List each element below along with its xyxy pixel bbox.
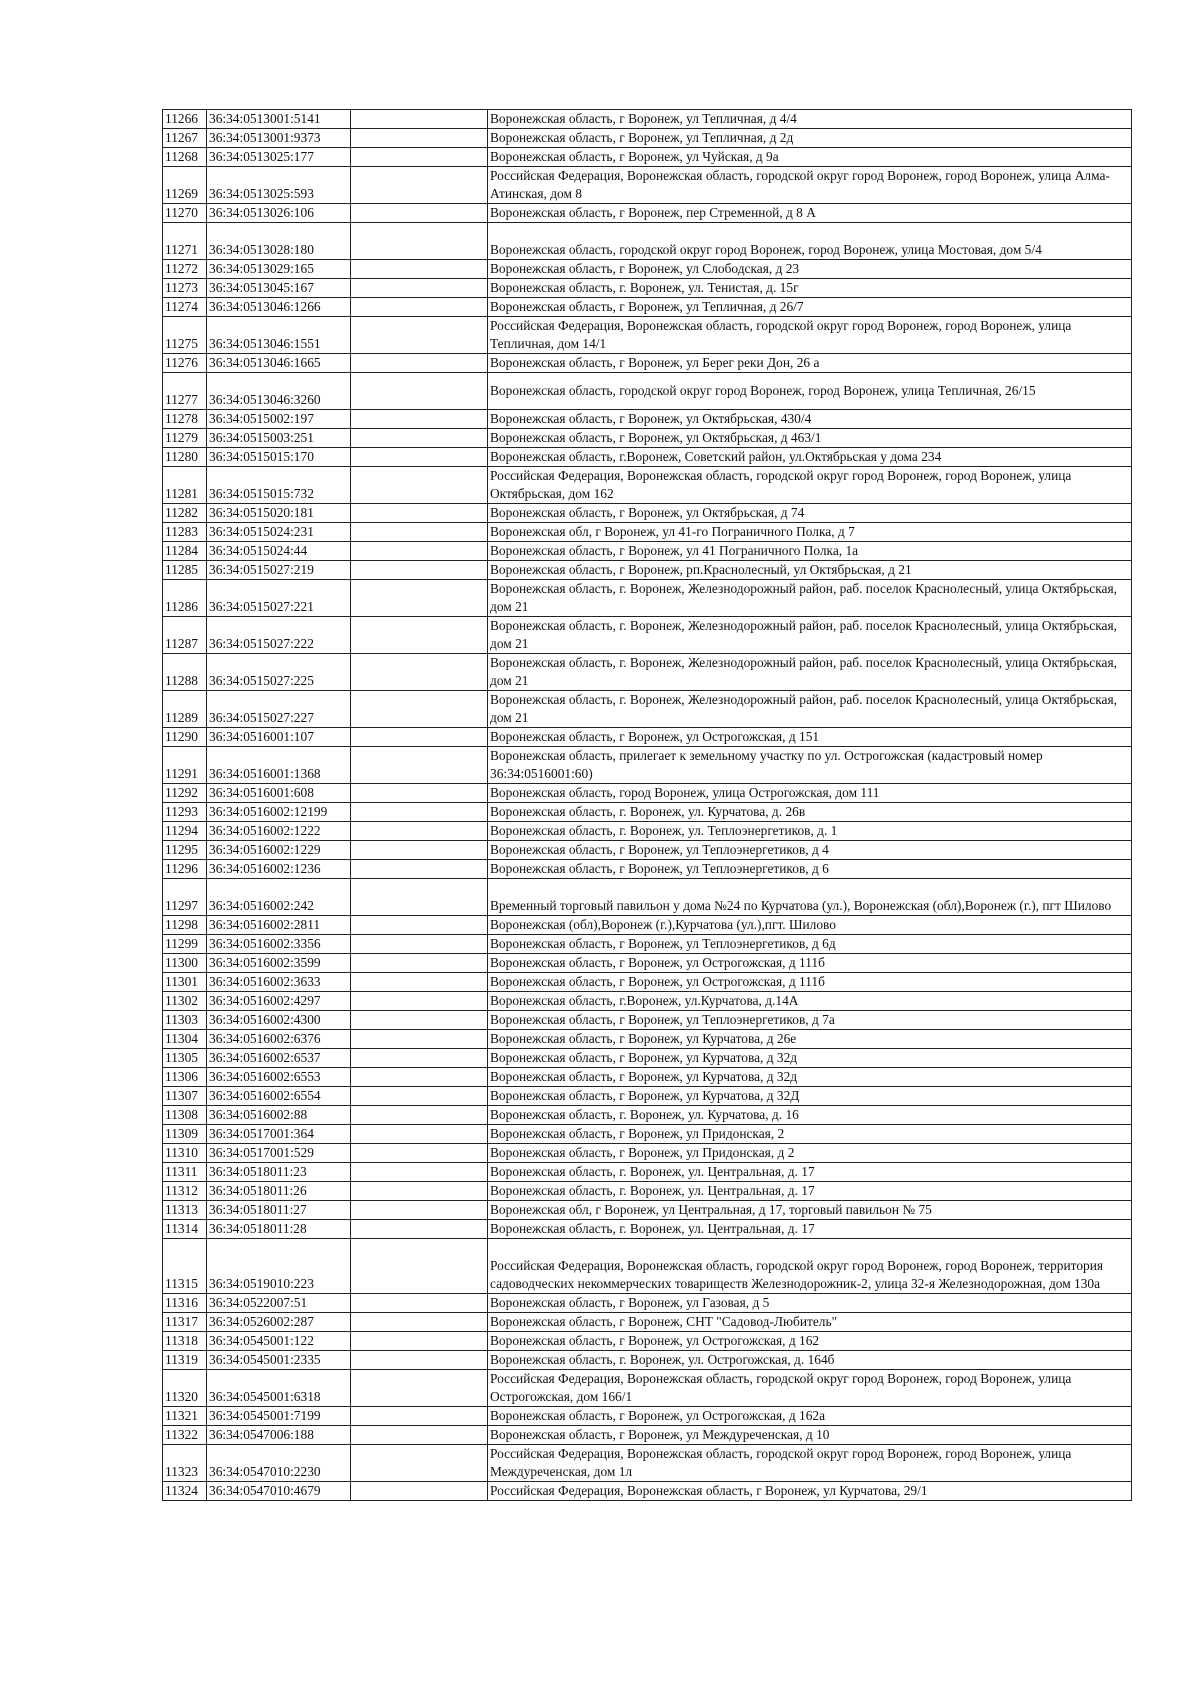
address-cell: Воронежская область, г Воронеж, ул Курчатова, д 26е bbox=[488, 1030, 1132, 1049]
row-number-cell: 11288 bbox=[163, 654, 207, 691]
cadastral-number-cell: 36:34:0513025:593 bbox=[207, 167, 351, 204]
empty-cell bbox=[351, 841, 488, 860]
table-row bbox=[163, 504, 1132, 523]
table-row bbox=[163, 354, 1132, 373]
table-row bbox=[163, 822, 1132, 841]
table-row bbox=[163, 448, 1132, 467]
table-row bbox=[163, 373, 1132, 410]
cadastral-number-cell: 36:34:0513045:167 bbox=[207, 279, 351, 298]
table-row bbox=[163, 1125, 1132, 1144]
cadastral-number-cell: 36:34:0515015:732 bbox=[207, 467, 351, 504]
row-number-cell: 11300 bbox=[163, 954, 207, 973]
cadastral-number-cell: 36:34:0545001:6318 bbox=[207, 1370, 351, 1407]
address-cell: Воронежская область, г Воронеж, рп.Краснолесный, ул Октябрьская, д 21 bbox=[488, 561, 1132, 580]
empty-cell bbox=[351, 1294, 488, 1313]
row-number-cell: 11292 bbox=[163, 784, 207, 803]
row-number-cell: 11273 bbox=[163, 279, 207, 298]
table-row bbox=[163, 204, 1132, 223]
table-row bbox=[163, 542, 1132, 561]
empty-cell bbox=[351, 935, 488, 954]
row-number-cell: 11298 bbox=[163, 916, 207, 935]
empty-cell bbox=[351, 992, 488, 1011]
address-cell: Воронежская область, г. Воронеж, ул. Центральная, д. 17 bbox=[488, 1163, 1132, 1182]
row-number-cell: 11270 bbox=[163, 204, 207, 223]
table-row bbox=[163, 1370, 1132, 1407]
address-cell: Воронежская область, г Воронеж, ул Октябрьская, 430/4 bbox=[488, 410, 1132, 429]
row-number-cell: 11317 bbox=[163, 1313, 207, 1332]
row-number-cell: 11276 bbox=[163, 354, 207, 373]
address-cell: Воронежская область, прилегает к земельному участку по ул. Острогожская (кадастровый номер 36:34:0516001:60) bbox=[488, 747, 1132, 784]
empty-cell bbox=[351, 561, 488, 580]
table-row bbox=[163, 1030, 1132, 1049]
table-row bbox=[163, 429, 1132, 448]
row-number-cell: 11286 bbox=[163, 580, 207, 617]
empty-cell bbox=[351, 1220, 488, 1239]
address-cell: Воронежская область, г. Воронеж, ул. Курчатова, д. 26в bbox=[488, 803, 1132, 822]
table-row bbox=[163, 1239, 1132, 1294]
empty-cell bbox=[351, 1407, 488, 1426]
table-row bbox=[163, 1182, 1132, 1201]
address-cell: Воронежская область, г Воронеж, ул 41 Пограничного Полка, 1а bbox=[488, 542, 1132, 561]
table-row bbox=[163, 617, 1132, 654]
empty-cell bbox=[351, 879, 488, 916]
address-cell: Воронежская область, г. Воронеж, Железнодорожный район, раб. поселок Краснолесный, улица Октябрьская, дом 21 bbox=[488, 580, 1132, 617]
address-cell: Российская Федерация, Воронежская область, городской округ город Воронеж, город Воронеж, улица Тепличная, дом 14/1 bbox=[488, 317, 1132, 354]
table-row bbox=[163, 467, 1132, 504]
empty-cell bbox=[351, 973, 488, 992]
cadastral-number-cell: 36:34:0547006:188 bbox=[207, 1426, 351, 1445]
table-row bbox=[163, 1220, 1132, 1239]
empty-cell bbox=[351, 129, 488, 148]
address-cell: Временный торговый павильон у дома №24 по Курчатова (ул.), Воронежская (обл),Воронеж (г.), пгт Шилово bbox=[488, 879, 1132, 916]
table-row bbox=[163, 561, 1132, 580]
empty-cell bbox=[351, 110, 488, 129]
cadastral-number-cell: 36:34:0515027:225 bbox=[207, 654, 351, 691]
cadastral-number-cell: 36:34:0513025:177 bbox=[207, 148, 351, 167]
empty-cell bbox=[351, 354, 488, 373]
address-cell: Воронежская область, г. Воронеж, ул. Острогожская, д. 164б bbox=[488, 1351, 1132, 1370]
row-number-cell: 11310 bbox=[163, 1144, 207, 1163]
empty-cell bbox=[351, 429, 488, 448]
empty-cell bbox=[351, 373, 488, 410]
empty-cell bbox=[351, 803, 488, 822]
empty-cell bbox=[351, 148, 488, 167]
row-number-cell: 11282 bbox=[163, 504, 207, 523]
row-number-cell: 11268 bbox=[163, 148, 207, 167]
table-row bbox=[163, 129, 1132, 148]
table-row bbox=[163, 1426, 1132, 1445]
row-number-cell: 11309 bbox=[163, 1125, 207, 1144]
cadastral-number-cell: 36:34:0516002:4297 bbox=[207, 992, 351, 1011]
address-cell: Воронежская область, г Воронеж, ул Берег реки Дон, 26 а bbox=[488, 354, 1132, 373]
table-row bbox=[163, 860, 1132, 879]
cadastral-number-cell: 36:34:0526002:287 bbox=[207, 1313, 351, 1332]
table-row bbox=[163, 317, 1132, 354]
row-number-cell: 11297 bbox=[163, 879, 207, 916]
cadastral-number-cell: 36:34:0516002:3599 bbox=[207, 954, 351, 973]
row-number-cell: 11301 bbox=[163, 973, 207, 992]
row-number-cell: 11277 bbox=[163, 373, 207, 410]
cadastral-number-cell: 36:34:0516002:88 bbox=[207, 1106, 351, 1125]
cadastral-number-cell: 36:34:0545001:122 bbox=[207, 1332, 351, 1351]
table-row bbox=[163, 691, 1132, 728]
address-cell: Воронежская область, г. Воронеж, ул. Центральная, д. 17 bbox=[488, 1220, 1132, 1239]
cadastral-number-cell: 36:34:0547010:4679 bbox=[207, 1482, 351, 1501]
cadastral-number-cell: 36:34:0516001:608 bbox=[207, 784, 351, 803]
address-cell: Воронежская область, г Воронеж, ул Теплоэнергетиков, д 6д bbox=[488, 935, 1132, 954]
address-cell: Воронежская область, г.Воронеж, Советский район, ул.Октябрьская у дома 234 bbox=[488, 448, 1132, 467]
cadastral-number-cell: 36:34:0515020:181 bbox=[207, 504, 351, 523]
table-row bbox=[163, 916, 1132, 935]
cadastral-number-cell: 36:34:0518011:28 bbox=[207, 1220, 351, 1239]
address-cell: Воронежская область, г Воронеж, ул Чуйская, д 9а bbox=[488, 148, 1132, 167]
address-cell: Воронежская область, г. Воронеж, ул. Теплоэнергетиков, д. 1 bbox=[488, 822, 1132, 841]
table-row bbox=[163, 803, 1132, 822]
row-number-cell: 11278 bbox=[163, 410, 207, 429]
empty-cell bbox=[351, 617, 488, 654]
row-number-cell: 11308 bbox=[163, 1106, 207, 1125]
cadastral-number-cell: 36:34:0515027:219 bbox=[207, 561, 351, 580]
address-cell: Воронежская область, г.Воронеж, ул.Курчатова, д.14А bbox=[488, 992, 1132, 1011]
cadastral-number-cell: 36:34:0516002:3356 bbox=[207, 935, 351, 954]
address-cell: Российская Федерация, Воронежская область, городской округ город Воронеж, город Воронеж, улица Алма-Атинская, дом 8 bbox=[488, 167, 1132, 204]
empty-cell bbox=[351, 167, 488, 204]
cadastral-number-cell: 36:34:0515015:170 bbox=[207, 448, 351, 467]
cadastral-number-cell: 36:34:0513046:1551 bbox=[207, 317, 351, 354]
cadastral-number-cell: 36:34:0516001:107 bbox=[207, 728, 351, 747]
table-row bbox=[163, 992, 1132, 1011]
row-number-cell: 11320 bbox=[163, 1370, 207, 1407]
address-cell: Воронежская область, город Воронеж, улица Острогожская, дом 111 bbox=[488, 784, 1132, 803]
address-cell: Воронежская обл, г Воронеж, ул Центральная, д 17, торговый павильон № 75 bbox=[488, 1201, 1132, 1220]
row-number-cell: 11293 bbox=[163, 803, 207, 822]
cadastral-number-cell: 36:34:0515024:44 bbox=[207, 542, 351, 561]
empty-cell bbox=[351, 728, 488, 747]
row-number-cell: 11280 bbox=[163, 448, 207, 467]
cadastral-number-cell: 36:34:0513029:165 bbox=[207, 260, 351, 279]
row-number-cell: 11269 bbox=[163, 167, 207, 204]
empty-cell bbox=[351, 1182, 488, 1201]
address-cell: Воронежская область, г Воронеж, ул Острогожская, д 111б bbox=[488, 954, 1132, 973]
address-cell: Воронежская область, г Воронеж, ул Курчатова, д 32Д bbox=[488, 1087, 1132, 1106]
row-number-cell: 11315 bbox=[163, 1239, 207, 1294]
row-number-cell: 11271 bbox=[163, 223, 207, 260]
row-number-cell: 11313 bbox=[163, 1201, 207, 1220]
row-number-cell: 11289 bbox=[163, 691, 207, 728]
address-cell: Воронежская (обл),Воронеж (г.),Курчатова (ул.),пгт. Шилово bbox=[488, 916, 1132, 935]
address-cell: Воронежская область, г. Воронеж, Железнодорожный район, раб. поселок Краснолесный, улица Октябрьская, дом 21 bbox=[488, 617, 1132, 654]
empty-cell bbox=[351, 1144, 488, 1163]
table-row bbox=[163, 1407, 1132, 1426]
empty-cell bbox=[351, 1332, 488, 1351]
table-row bbox=[163, 167, 1132, 204]
address-cell: Воронежская область, г Воронеж, пер Стременной, д 8 А bbox=[488, 204, 1132, 223]
address-cell: Воронежская область, г Воронеж, ул Междуреченская, д 10 bbox=[488, 1426, 1132, 1445]
address-cell: Воронежская область, г. Воронеж, Железнодорожный район, раб. поселок Краснолесный, улица Октябрьская, дом 21 bbox=[488, 654, 1132, 691]
empty-cell bbox=[351, 298, 488, 317]
row-number-cell: 11299 bbox=[163, 935, 207, 954]
row-number-cell: 11304 bbox=[163, 1030, 207, 1049]
empty-cell bbox=[351, 1125, 488, 1144]
row-number-cell: 11272 bbox=[163, 260, 207, 279]
row-number-cell: 11287 bbox=[163, 617, 207, 654]
cadastral-number-cell: 36:34:0516002:1222 bbox=[207, 822, 351, 841]
table-row bbox=[163, 784, 1132, 803]
cadastral-number-cell: 36:34:0516002:242 bbox=[207, 879, 351, 916]
cadastral-number-cell: 36:34:0513046:3260 bbox=[207, 373, 351, 410]
cadastral-number-cell: 36:34:0513028:180 bbox=[207, 223, 351, 260]
empty-cell bbox=[351, 410, 488, 429]
cadastral-number-cell: 36:34:0518011:23 bbox=[207, 1163, 351, 1182]
address-cell: Воронежская область, г Воронеж, ул Курчатова, д 32д bbox=[488, 1049, 1132, 1068]
empty-cell bbox=[351, 260, 488, 279]
table-row bbox=[163, 148, 1132, 167]
table-row bbox=[163, 1068, 1132, 1087]
table-row bbox=[163, 747, 1132, 784]
empty-cell bbox=[351, 1351, 488, 1370]
address-cell: Воронежская область, городской округ город Воронеж, город Воронеж, улица Тепличная, 26/15 bbox=[488, 373, 1132, 410]
empty-cell bbox=[351, 1106, 488, 1125]
cadastral-number-cell: 36:34:0518011:27 bbox=[207, 1201, 351, 1220]
address-cell: Воронежская область, г Воронеж, ул Тепличная, д 2д bbox=[488, 129, 1132, 148]
cadastral-number-cell: 36:34:0516002:1229 bbox=[207, 841, 351, 860]
empty-cell bbox=[351, 317, 488, 354]
table-row bbox=[163, 298, 1132, 317]
table-row bbox=[163, 1106, 1132, 1125]
cadastral-number-cell: 36:34:0517001:529 bbox=[207, 1144, 351, 1163]
empty-cell bbox=[351, 1313, 488, 1332]
cadastral-number-cell: 36:34:0516002:4300 bbox=[207, 1011, 351, 1030]
cadastral-number-cell: 36:34:0513001:5141 bbox=[207, 110, 351, 129]
row-number-cell: 11318 bbox=[163, 1332, 207, 1351]
row-number-cell: 11295 bbox=[163, 841, 207, 860]
table-row bbox=[163, 279, 1132, 298]
address-cell: Воронежская область, г. Воронеж, ул. Тенистая, д. 15г bbox=[488, 279, 1132, 298]
row-number-cell: 11324 bbox=[163, 1482, 207, 1501]
empty-cell bbox=[351, 916, 488, 935]
table-row bbox=[163, 1201, 1132, 1220]
cadastral-number-cell: 36:34:0515027:222 bbox=[207, 617, 351, 654]
address-cell: Воронежская область, г Воронеж, ул Тепличная, д 26/7 bbox=[488, 298, 1132, 317]
table-row bbox=[163, 1482, 1132, 1501]
cadastral-number-cell: 36:34:0545001:2335 bbox=[207, 1351, 351, 1370]
table-row bbox=[163, 1049, 1132, 1068]
cadastral-number-cell: 36:34:0515002:197 bbox=[207, 410, 351, 429]
cadastral-number-cell: 36:34:0547010:2230 bbox=[207, 1445, 351, 1482]
row-number-cell: 11302 bbox=[163, 992, 207, 1011]
address-cell: Воронежская область, г Воронеж, ул Острогожская, д 111б bbox=[488, 973, 1132, 992]
empty-cell bbox=[351, 1049, 488, 1068]
empty-cell bbox=[351, 1030, 488, 1049]
table-row bbox=[163, 1087, 1132, 1106]
row-number-cell: 11285 bbox=[163, 561, 207, 580]
address-cell: Воронежская обл, г Воронеж, ул 41-го Пограничного Полка, д 7 bbox=[488, 523, 1132, 542]
row-number-cell: 11291 bbox=[163, 747, 207, 784]
address-cell: Воронежская область, г Воронеж, ул Придонская, 2 bbox=[488, 1125, 1132, 1144]
empty-cell bbox=[351, 580, 488, 617]
table-row bbox=[163, 410, 1132, 429]
empty-cell bbox=[351, 691, 488, 728]
row-number-cell: 11267 bbox=[163, 129, 207, 148]
cadastral-number-cell: 36:34:0519010:223 bbox=[207, 1239, 351, 1294]
empty-cell bbox=[351, 1482, 488, 1501]
cadastral-number-cell: 36:34:0516002:3633 bbox=[207, 973, 351, 992]
table-row bbox=[163, 1351, 1132, 1370]
row-number-cell: 11323 bbox=[163, 1445, 207, 1482]
table-row bbox=[163, 1332, 1132, 1351]
row-number-cell: 11296 bbox=[163, 860, 207, 879]
address-cell: Российская Федерация, Воронежская область, городской округ город Воронеж, город Воронеж, территория садоводческих некоммерческих товариществ Железнодорожник-2, улица 32-я Железнодорожная, дом 130а bbox=[488, 1239, 1132, 1294]
row-number-cell: 11311 bbox=[163, 1163, 207, 1182]
address-cell: Воронежская область, г Воронеж, ул Газовая, д 5 bbox=[488, 1294, 1132, 1313]
row-number-cell: 11275 bbox=[163, 317, 207, 354]
empty-cell bbox=[351, 784, 488, 803]
empty-cell bbox=[351, 1426, 488, 1445]
table-row bbox=[163, 973, 1132, 992]
empty-cell bbox=[351, 448, 488, 467]
cadastral-number-cell: 36:34:0516002:6537 bbox=[207, 1049, 351, 1068]
row-number-cell: 11306 bbox=[163, 1068, 207, 1087]
row-number-cell: 11303 bbox=[163, 1011, 207, 1030]
empty-cell bbox=[351, 654, 488, 691]
cadastral-number-cell: 36:34:0515027:221 bbox=[207, 580, 351, 617]
cadastral-number-cell: 36:34:0545001:7199 bbox=[207, 1407, 351, 1426]
table-row bbox=[163, 841, 1132, 860]
cadastral-number-cell: 36:34:0518011:26 bbox=[207, 1182, 351, 1201]
empty-cell bbox=[351, 747, 488, 784]
address-cell: Российская Федерация, Воронежская область, городской округ город Воронеж, город Воронеж, улица Октябрьская, дом 162 bbox=[488, 467, 1132, 504]
table-row bbox=[163, 1313, 1132, 1332]
row-number-cell: 11316 bbox=[163, 1294, 207, 1313]
cadastral-number-cell: 36:34:0515003:251 bbox=[207, 429, 351, 448]
row-number-cell: 11274 bbox=[163, 298, 207, 317]
empty-cell bbox=[351, 1239, 488, 1294]
cadastral-number-cell: 36:34:0516002:6553 bbox=[207, 1068, 351, 1087]
row-number-cell: 11307 bbox=[163, 1087, 207, 1106]
empty-cell bbox=[351, 1445, 488, 1482]
address-cell: Воронежская область, г Воронеж, ул Тепличная, д 4/4 bbox=[488, 110, 1132, 129]
empty-cell bbox=[351, 1011, 488, 1030]
cadastral-number-cell: 36:34:0515024:231 bbox=[207, 523, 351, 542]
empty-cell bbox=[351, 822, 488, 841]
row-number-cell: 11312 bbox=[163, 1182, 207, 1201]
row-number-cell: 11290 bbox=[163, 728, 207, 747]
cadastral-number-cell: 36:34:0515027:227 bbox=[207, 691, 351, 728]
address-cell: Воронежская область, г. Воронеж, Железнодорожный район, раб. поселок Краснолесный, улица Октябрьская, дом 21 bbox=[488, 691, 1132, 728]
address-cell: Воронежская область, г Воронеж, ул Острогожская, д 151 bbox=[488, 728, 1132, 747]
address-cell: Российская Федерация, Воронежская область, городской округ город Воронеж, город Воронеж, улица Междуреченская, дом 1л bbox=[488, 1445, 1132, 1482]
table-body bbox=[163, 110, 1132, 1501]
table-row bbox=[163, 580, 1132, 617]
address-cell: Воронежская область, г Воронеж, ул Курчатова, д 32д bbox=[488, 1068, 1132, 1087]
empty-cell bbox=[351, 504, 488, 523]
row-number-cell: 11294 bbox=[163, 822, 207, 841]
cadastral-number-cell: 36:34:0516002:2811 bbox=[207, 916, 351, 935]
empty-cell bbox=[351, 204, 488, 223]
row-number-cell: 11284 bbox=[163, 542, 207, 561]
cadastral-number-cell: 36:34:0516002:6554 bbox=[207, 1087, 351, 1106]
table-row bbox=[163, 110, 1132, 129]
row-number-cell: 11279 bbox=[163, 429, 207, 448]
cadastral-number-cell: 36:34:0513001:9373 bbox=[207, 129, 351, 148]
address-cell: Воронежская область, г Воронеж, ул Теплоэнергетиков, д 6 bbox=[488, 860, 1132, 879]
address-cell: Воронежская область, г Воронеж, ул Теплоэнергетиков, д 7а bbox=[488, 1011, 1132, 1030]
cadastral-number-cell: 36:34:0522007:51 bbox=[207, 1294, 351, 1313]
empty-cell bbox=[351, 279, 488, 298]
address-cell: Воронежская область, г Воронеж, ул Октябрьская, д 74 bbox=[488, 504, 1132, 523]
address-cell: Воронежская область, г. Воронеж, ул. Центральная, д. 17 bbox=[488, 1182, 1132, 1201]
empty-cell bbox=[351, 467, 488, 504]
address-cell: Воронежская область, г Воронеж, СНТ "Садовод-Любитель" bbox=[488, 1313, 1132, 1332]
address-cell: Воронежская область, городской округ город Воронеж, город Воронеж, улица Мостовая, дом 5/4 bbox=[488, 223, 1132, 260]
empty-cell bbox=[351, 542, 488, 561]
address-cell: Воронежская область, г. Воронеж, ул. Курчатова, д. 16 bbox=[488, 1106, 1132, 1125]
cadastral-number-cell: 36:34:0516001:1368 bbox=[207, 747, 351, 784]
row-number-cell: 11266 bbox=[163, 110, 207, 129]
empty-cell bbox=[351, 1087, 488, 1106]
table-row bbox=[163, 954, 1132, 973]
cadastral-number-cell: 36:34:0513046:1665 bbox=[207, 354, 351, 373]
address-cell: Воронежская область, г Воронеж, ул Придонская, д 2 bbox=[488, 1144, 1132, 1163]
address-cell: Воронежская область, г Воронеж, ул Слободская, д 23 bbox=[488, 260, 1132, 279]
table-row bbox=[163, 1445, 1132, 1482]
table-row bbox=[163, 1011, 1132, 1030]
table-row bbox=[163, 728, 1132, 747]
table-row bbox=[163, 260, 1132, 279]
row-number-cell: 11283 bbox=[163, 523, 207, 542]
address-cell: Воронежская область, г Воронеж, ул Теплоэнергетиков, д 4 bbox=[488, 841, 1132, 860]
row-number-cell: 11281 bbox=[163, 467, 207, 504]
table-row bbox=[163, 1294, 1132, 1313]
empty-cell bbox=[351, 954, 488, 973]
empty-cell bbox=[351, 523, 488, 542]
empty-cell bbox=[351, 1370, 488, 1407]
address-cell: Воронежская область, г Воронеж, ул Острогожская, д 162 bbox=[488, 1332, 1132, 1351]
table-row bbox=[163, 879, 1132, 916]
cadastral-register-table bbox=[162, 109, 1132, 1501]
table-row bbox=[163, 935, 1132, 954]
table-row bbox=[163, 654, 1132, 691]
row-number-cell: 11305 bbox=[163, 1049, 207, 1068]
table-row bbox=[163, 1144, 1132, 1163]
cadastral-number-cell: 36:34:0516002:1236 bbox=[207, 860, 351, 879]
table-row bbox=[163, 223, 1132, 260]
empty-cell bbox=[351, 1201, 488, 1220]
address-cell: Российская Федерация, Воронежская область, г Воронеж, ул Курчатова, 29/1 bbox=[488, 1482, 1132, 1501]
empty-cell bbox=[351, 223, 488, 260]
table-row bbox=[163, 523, 1132, 542]
cadastral-number-cell: 36:34:0513026:106 bbox=[207, 204, 351, 223]
cadastral-number-cell: 36:34:0513046:1266 bbox=[207, 298, 351, 317]
cadastral-number-cell: 36:34:0516002:6376 bbox=[207, 1030, 351, 1049]
row-number-cell: 11321 bbox=[163, 1407, 207, 1426]
empty-cell bbox=[351, 1163, 488, 1182]
empty-cell bbox=[351, 1068, 488, 1087]
cadastral-number-cell: 36:34:0517001:364 bbox=[207, 1125, 351, 1144]
cadastral-number-cell: 36:34:0516002:12199 bbox=[207, 803, 351, 822]
row-number-cell: 11322 bbox=[163, 1426, 207, 1445]
empty-cell bbox=[351, 860, 488, 879]
address-cell: Воронежская область, г Воронеж, ул Острогожская, д 162а bbox=[488, 1407, 1132, 1426]
address-cell: Российская Федерация, Воронежская область, городской округ город Воронеж, город Воронеж, улица Острогожская, дом 166/1 bbox=[488, 1370, 1132, 1407]
address-cell: Воронежская область, г Воронеж, ул Октябрьская, д 463/1 bbox=[488, 429, 1132, 448]
row-number-cell: 11319 bbox=[163, 1351, 207, 1370]
table-row bbox=[163, 1163, 1132, 1182]
row-number-cell: 11314 bbox=[163, 1220, 207, 1239]
